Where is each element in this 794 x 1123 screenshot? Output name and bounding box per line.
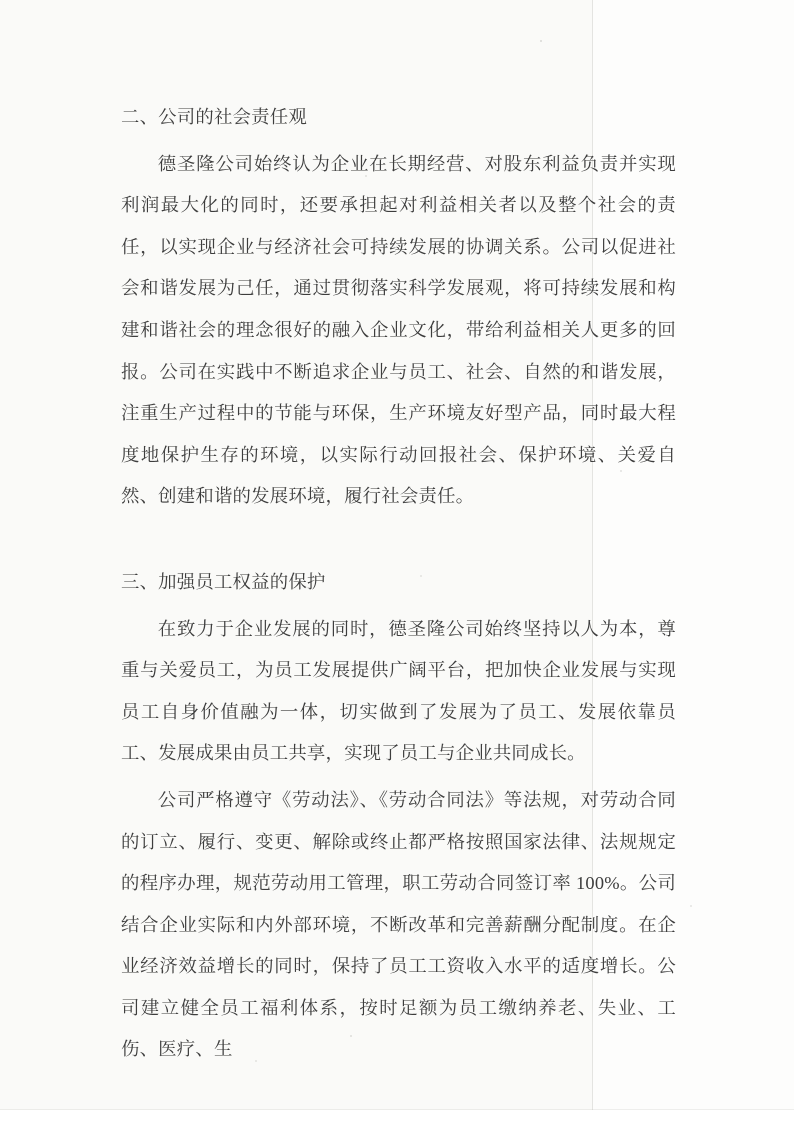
text-column [121,97,676,1071]
paragraph: 德圣隆公司始终认为企业在长期经营、对股东利益负责并实现利润最大化的同时，还要承担起对利益相关者以及整个社会的责任，以实现企业与经济社会可持续发展的协调关系。公司以促进社会和谐发展为己任，通过贯彻落实科学发展观，将可持续发展和构建和谐社会的理念很好的融入企业文化，带给利益相关人更多的回报。公司在实践中不断追求企业与员工、社会、自然的和谐发展，注重生产过程中的节能与环保，生产环境友好型产品，同时最大程度地保护生存的环境，以实际行动回报社会、保护环境、关爱自然、创建和谐的发展环境，履行社会责任。 [121,153,676,507]
scan-noise-specks [0,0,2,2]
scan-bottom-strip [0,1110,794,1123]
paragraph: 在致力于企业发展的同时，德圣隆公司始终坚持以人为本，尊重与关爱员工，为员工发展提供广阔平台，把加快企业发展与实现员工自身价值融为一体，切实做到了发展为了员工、发展依靠员工、发展成果由员工共享，实现了员工与企业共同成长。 [121,618,676,764]
paragraph: 公司严格遵守《劳动法》、《劳动合同法》等法规，对劳动合同的订立、履行、变更、解除或终止都严格按照国家法律、法规规定的程序办理，规范劳动用工管理，职工劳动合同签订率 100%。公司结合企业实际和内外部环境，不断改革和完善薪酬分配制度。在企业经济效益增长的同时，保持了员工工资收入水平的适度增长。公司建立健全员工福利体系，按时足额为员工缴纳养老、失业、工伤、医疗、生 [121,789,676,1060]
section-social-responsibility [121,97,676,518]
section-heading: 三、加强员工权益的保护 [121,571,326,592]
section-heading: 二、公司的社会责任观 [121,107,307,127]
section-employee-rights [121,562,676,1071]
